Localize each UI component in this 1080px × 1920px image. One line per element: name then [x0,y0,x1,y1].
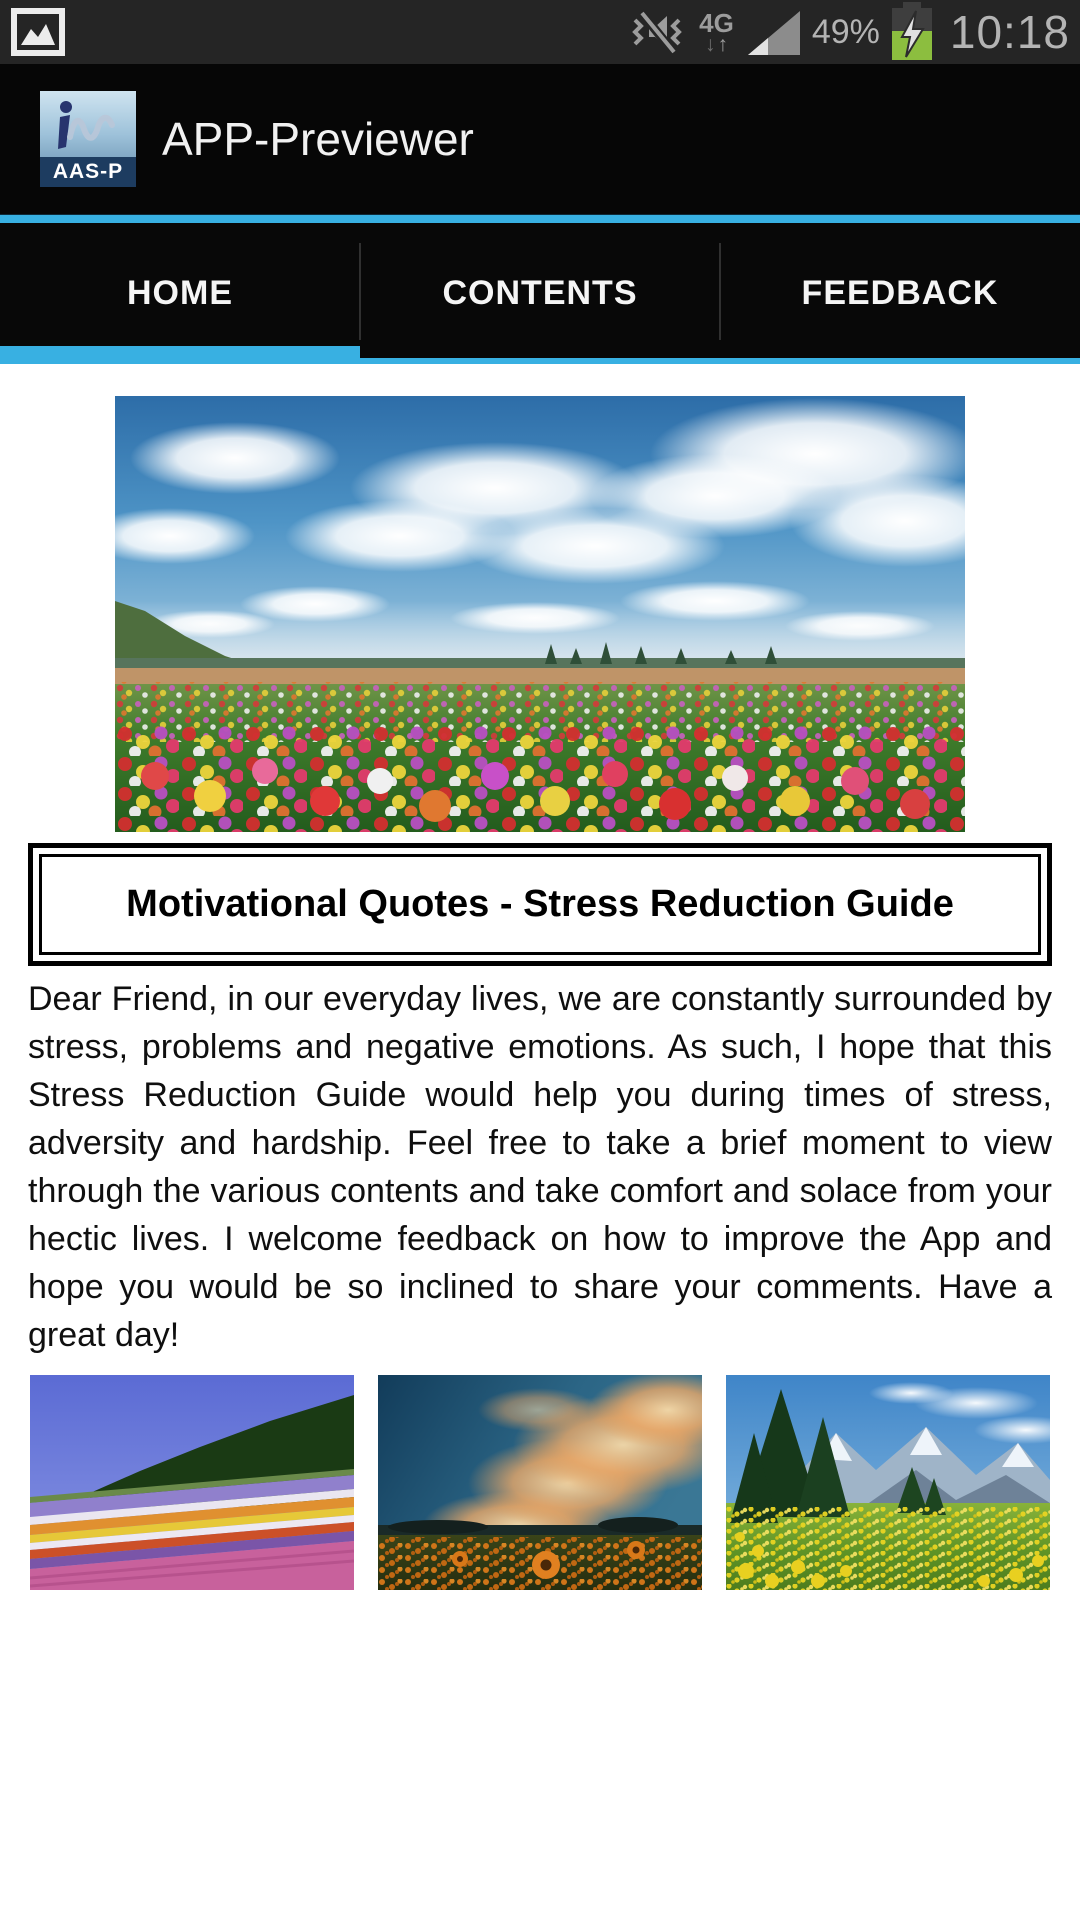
status-bar [0,0,1080,64]
data-down-arrow-icon: ↓ [704,32,716,56]
thumbnail-striped-flower-field[interactable] [30,1375,354,1590]
mute-vibrate-icon [627,6,687,58]
heading-box [28,843,1052,966]
data-up-arrow-icon: ↑ [717,32,728,56]
gallery-icon [10,7,66,57]
thumbnail-mountain-meadow[interactable] [726,1375,1050,1590]
accent-divider [0,214,1080,223]
battery-percent: 49% [811,12,880,51]
app-icon-label: AAS-P [40,157,136,187]
thumbnail-row [30,1375,1050,1590]
network-label: 4G [699,7,734,38]
app-title: APP-Previewer [162,113,474,165]
intro-paragraph: Dear Friend, in our everyday lives, we are constantly surrounded by stress, problems and negative emotions. As such, I hope that this Stress Reduction Guide would help you during times of stress, adversity and hardship. Feel free to take a brief moment to view through the various contents and take comfort and solace from your hectic lives. I welcome feedback on how to improve the App and hope you would be so inclined to share your comments. Have a great day! [28,980,1052,1354]
tab-bar [0,223,1080,364]
tab-feedback[interactable]: FEEDBACK [720,223,1080,364]
app-logo-icon [40,91,136,187]
clock: 10:18 [949,6,1070,58]
action-bar [0,64,1080,214]
thumbnail-sunflower-sunset[interactable] [378,1375,702,1590]
network-4g-icon [699,7,734,56]
page-title: Motivational Quotes - Stress Reduction Guide [126,883,954,925]
home-page-content [0,396,1080,1590]
signal-strength-icon [746,9,800,55]
tab-contents[interactable]: CONTENTS [360,223,720,364]
battery-charging-icon [892,8,932,60]
hero-image [115,396,965,832]
tab-home[interactable]: HOME [0,223,360,364]
